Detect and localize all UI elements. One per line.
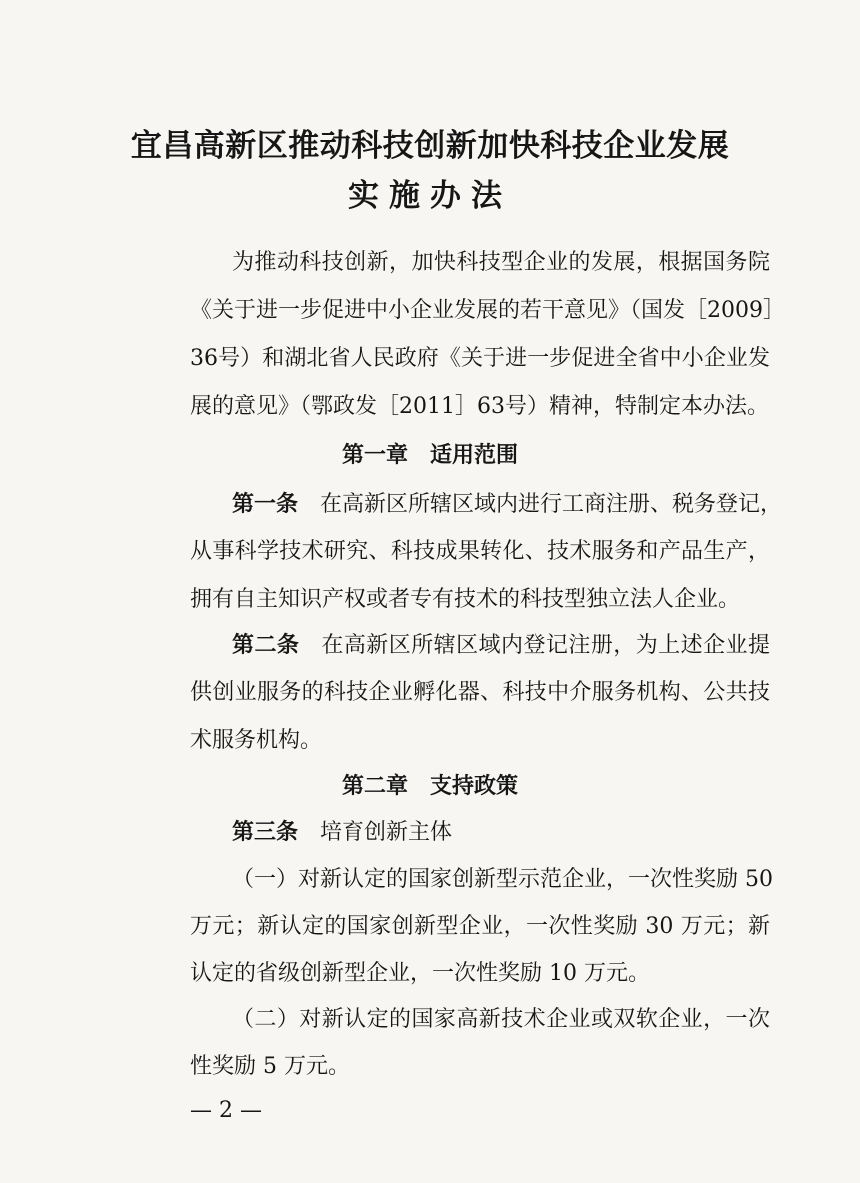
item-line: （一）对新认定的国家创新型示范企业，一次性奖励 50	[232, 867, 773, 892]
article-label: 第三条	[232, 820, 299, 845]
chapter-heading	[0, 441, 860, 471]
page-number: — 2 —	[190, 1098, 262, 1123]
preamble-line: 《关于进一步促进中小企业发展的若干意见》（国发［2009］	[190, 298, 785, 323]
chapter-name: 适用范围	[430, 443, 519, 468]
article-heading: 培育创新主体	[320, 820, 453, 845]
article-line: 拥有自主知识产权或者专有技术的科技型独立法人企业。	[190, 587, 741, 612]
article-line: 从事科学技术研究、科技成果转化、技术服务和产品生产，	[190, 539, 770, 564]
article-line: 术服务机构。	[190, 728, 323, 753]
document-title: 宜昌高新区推动科技创新加快科技企业发展	[130, 128, 730, 164]
document-subtitle: 实施办法	[348, 178, 512, 214]
article-text: 在高新区所辖区域内进行工商注册、税务登记，	[320, 492, 783, 517]
article-text: 在高新区所辖区域内登记注册，为上述企业提	[321, 633, 770, 658]
chapter-number: 第一章	[341, 443, 408, 468]
preamble-line: 为推动科技创新，加快科技型企业的发展，根据国务院	[232, 250, 770, 275]
item-line: 万元；新认定的国家创新型企业，一次性奖励 30 万元；新	[190, 914, 770, 939]
item-line: （二）对新认定的国家高新技术企业或双软企业，一次	[232, 1007, 770, 1032]
article-line	[232, 631, 770, 661]
item-line: 性奖励 5 万元。	[190, 1054, 350, 1079]
article-line	[232, 818, 770, 848]
chapter-heading	[0, 772, 860, 802]
article-label: 第二条	[232, 633, 300, 658]
chapter-name: 支持政策	[430, 774, 519, 799]
preamble-line: 36号）和湖北省人民政府《关于进一步促进全省中小企业发	[190, 346, 770, 371]
item-line: 认定的省级创新型企业，一次性奖励 10 万元。	[190, 961, 650, 986]
article-label: 第一条	[232, 492, 299, 517]
article-line: 供创业服务的科技企业孵化器、科技中介服务机构、公共技	[190, 680, 770, 705]
chapter-number: 第二章	[341, 774, 408, 799]
article-line	[232, 490, 783, 520]
preamble-line: 展的意见》（鄂政发［2011］63号）精神，特制定本办法。	[190, 394, 769, 419]
